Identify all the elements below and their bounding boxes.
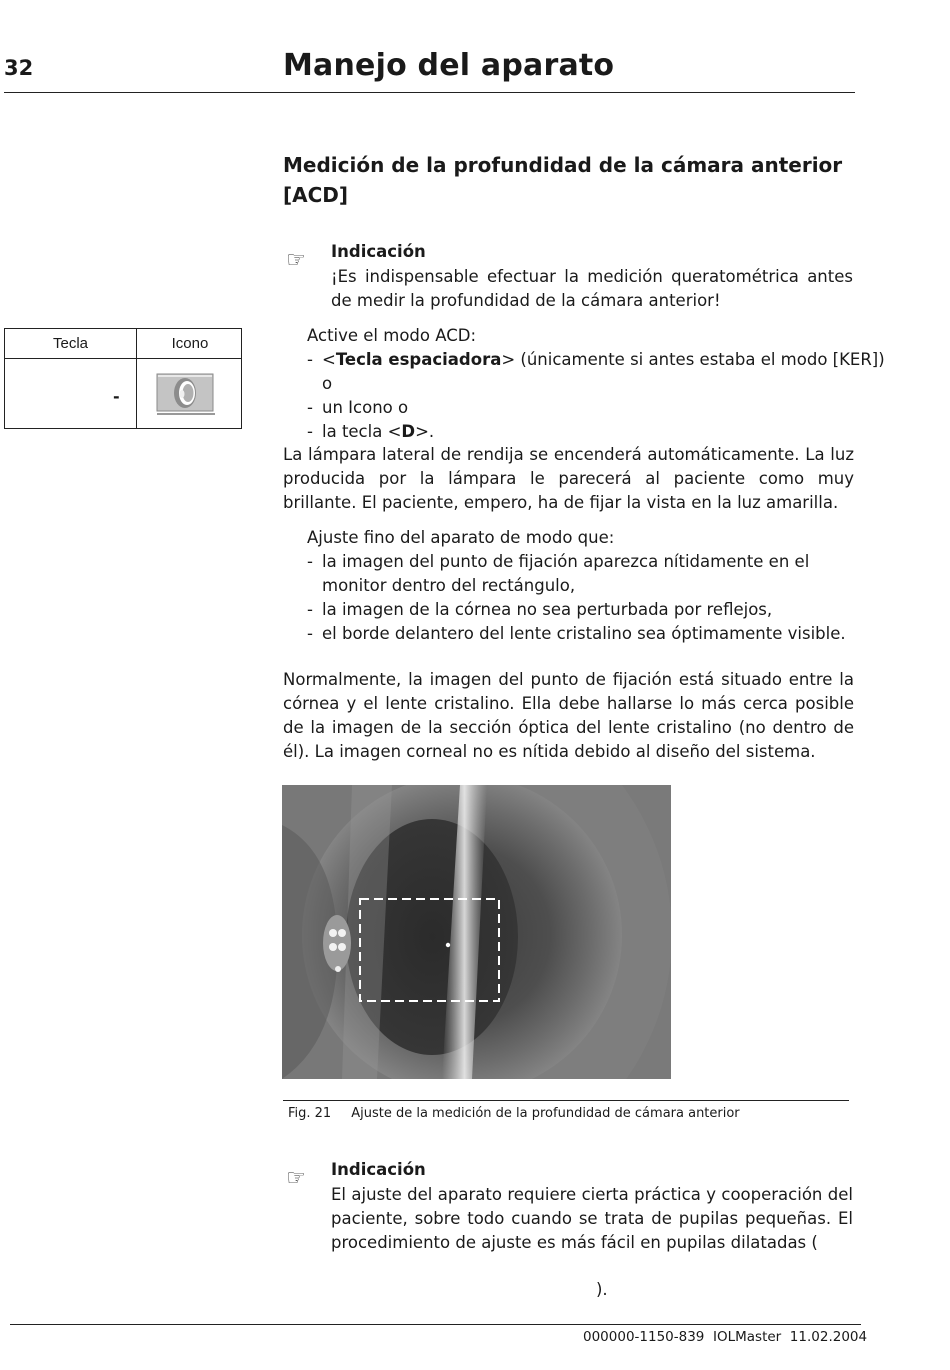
eye-image (282, 785, 671, 1079)
footer-rule (10, 1324, 861, 1325)
list-item: - la imagen de la córnea no sea perturbada por reflejos, (307, 598, 854, 622)
list-item: - la imagen del punto de fijación aparezca nítidamente en el monitor dentro del rectángulo, (307, 550, 854, 598)
pointing-hand-icon: ☞ (286, 1166, 306, 1191)
activate-intro: Active el modo ACD: (307, 326, 477, 345)
list-item: - <Tecla espaciadora> (únicamente si antes estaba el modo [KER]) o (307, 348, 887, 396)
lamp-paragraph: La lámpara lateral de rendija se encenderá automáticamente. La luz producida por la lámpara le parecerá al paciente como muy brillante. El paciente, empero, ha de fijar la vista en la luz amarilla. (283, 445, 854, 512)
page-number: 32 (4, 56, 34, 80)
adjust-block (307, 526, 854, 646)
caption-rule (283, 1100, 849, 1101)
chapter-title: Manejo del aparato (283, 48, 615, 83)
adjust-intro: Ajuste fino del aparato de modo que: (307, 528, 615, 547)
note-closing: ). (596, 1280, 608, 1299)
header-rule (4, 92, 855, 93)
figure-number: Fig. 21 (288, 1106, 332, 1121)
figure-caption (288, 1106, 740, 1121)
normal-paragraph: Normalmente, la imagen del punto de fijación está situado entre la córnea y el lente cristalino. Ella debe hallarse lo más cerca posible de la imagen de la sección óptica del lente cristalino (no dentro de él). La imagen corneal no es nítida debido al diseño del sistema. (283, 670, 854, 761)
list-item: - la tecla <D>. (307, 420, 887, 444)
footer-text: 000000-1150-839 IOLMaster 11.02.2004 (583, 1329, 868, 1345)
note-text: El ajuste del aparato requiere cierta práctica y cooperación del paciente, sobre todo cuando se trata de pupilas pequeñas. El procedimiento de ajuste es más fácil en pupilas dilatadas ( (331, 1185, 853, 1252)
list-item: - un Icono o (307, 396, 887, 420)
activate-block (307, 324, 887, 444)
spacebar-key-label: Tecla espaciadora (335, 350, 502, 369)
section-title: Medición de la profundidad de la cámara anterior [ACD] (283, 153, 843, 207)
note-heading: Indicación (331, 242, 426, 261)
table-header-icon: Icono (171, 335, 209, 352)
acd-mode-icon[interactable] (155, 372, 215, 417)
note-heading: Indicación (331, 1160, 426, 1179)
pointing-hand-icon: ☞ (286, 248, 306, 273)
figure-caption-text: Ajuste de la medición de la profundidad de cámara anterior (351, 1106, 740, 1121)
key-icon-table (4, 328, 242, 429)
table-header-rule (5, 358, 241, 359)
note-text: ¡Es indispensable efectuar la medición queratométrica antes de medir la profundidad de la cámara anterior! (331, 267, 853, 310)
adjust-list (307, 550, 854, 646)
activate-list (307, 348, 887, 444)
key-cell-dash: - (113, 387, 120, 406)
list-item: - el borde delantero del lente cristalino sea óptimamente visible. (307, 622, 854, 646)
table-header-key: Tecla (52, 335, 89, 352)
d-key-label: D (401, 422, 416, 441)
